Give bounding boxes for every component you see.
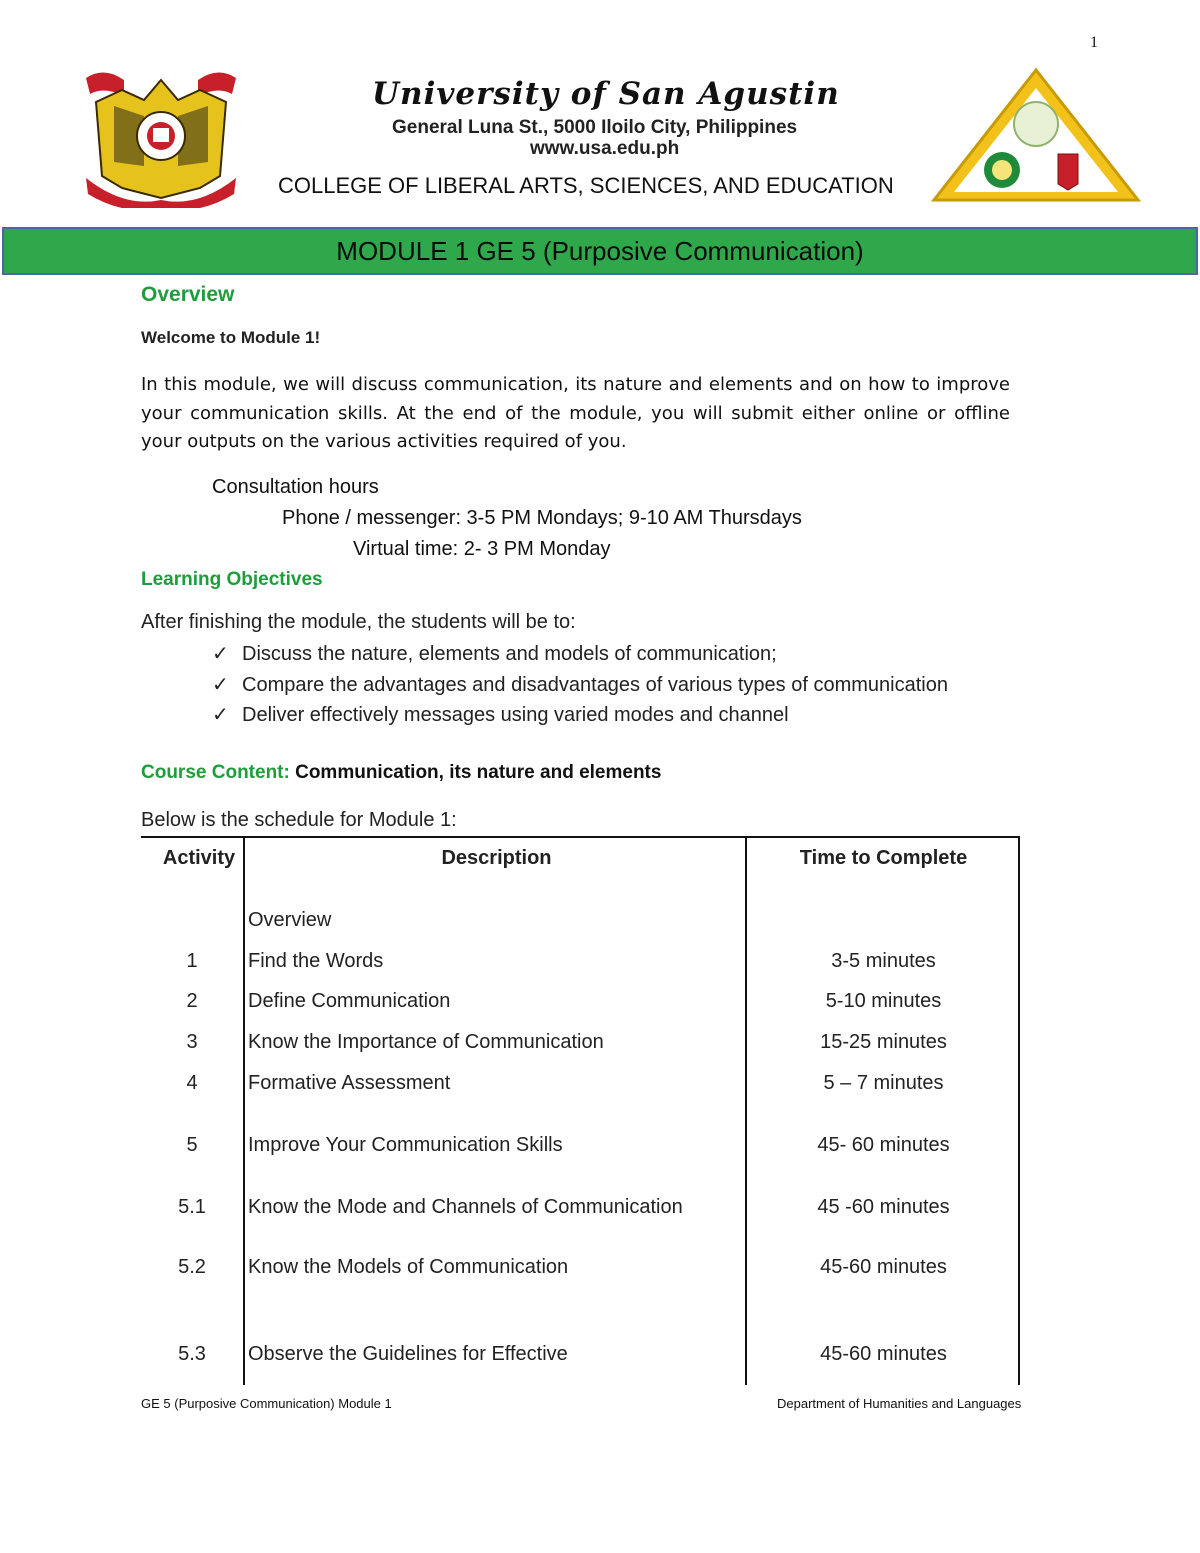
table-row-activity: 4: [186, 1072, 198, 1094]
table-row-activity: 5: [186, 1134, 198, 1156]
table-row-time: 45- 60 minutes: [817, 1134, 950, 1156]
module-title-banner: [2, 227, 1198, 275]
table-row-description: Know the Importance of Communication: [248, 1031, 604, 1053]
table-row-description: Define Communication: [248, 990, 451, 1012]
overview-heading: Overview: [141, 283, 235, 306]
consultation-virtual: Virtual time: 2- 3 PM Monday: [353, 538, 611, 560]
checkmark-icon: ✓: [212, 704, 229, 726]
course-content-value: Communication, its nature and elements: [295, 762, 662, 783]
college-name: COLLEGE OF LIBERAL ARTS, SCIENCES, AND EDUCATION: [278, 173, 894, 198]
university-seal-icon: [84, 66, 238, 208]
college-triangle-logo: [930, 66, 1142, 206]
header-activity: Activity: [162, 847, 236, 869]
table-row-activity: 1: [186, 950, 198, 972]
table-divider: [1018, 836, 1020, 1385]
university-name: University of San Agustin: [372, 76, 840, 112]
schedule-intro: Below is the schedule for Module 1:: [141, 809, 457, 831]
schedule-table: [141, 836, 1020, 1385]
course-content: [141, 762, 661, 784]
objective-item: ✓ Deliver effectively messages using varied modes and channel: [212, 704, 789, 726]
table-row-description: Observe the Guidelines for Effective: [248, 1343, 568, 1365]
table-row-description: Improve Your Communication Skills: [248, 1134, 563, 1156]
table-row-time: 45 -60 minutes: [817, 1196, 950, 1218]
table-row-activity: 5.2: [178, 1256, 206, 1278]
table-row-time: 5-10 minutes: [825, 990, 942, 1012]
learning-objectives-heading: Learning Objectives: [141, 569, 323, 590]
table-row-time: 15-25 minutes: [820, 1031, 947, 1053]
table-top-border: [141, 836, 1020, 838]
table-row-activity: 5.1: [178, 1196, 206, 1218]
university-website: www.usa.edu.ph: [530, 138, 680, 159]
objectives-lead: After finishing the module, the students will be to:: [141, 611, 576, 633]
table-row-time: 45-60 minutes: [820, 1256, 947, 1278]
table-row-description: Know the Models of Communication: [248, 1256, 569, 1278]
table-row-description: Formative Assessment: [248, 1072, 451, 1094]
module-title: MODULE 1 GE 5 (Purposive Communication): [336, 235, 864, 266]
header-description: Description: [441, 847, 552, 869]
footer-right: Department of Humanities and Languages: [777, 1396, 1022, 1411]
consultation-label: Consultation hours: [212, 476, 379, 498]
university-seal-logo: [84, 66, 238, 208]
table-row-time: 3-5 minutes: [831, 950, 936, 972]
checkmark-icon: ✓: [212, 643, 229, 665]
checkmark-icon: ✓: [212, 674, 229, 696]
table-row-activity: 5.3: [178, 1343, 206, 1365]
welcome-text: Welcome to Module 1!: [141, 328, 321, 347]
table-row-description: Find the Words: [248, 950, 384, 972]
table-row-time: 5 – 7 minutes: [823, 1072, 944, 1094]
table-row-activity: 2: [186, 990, 198, 1012]
university-address: General Luna St., 5000 Iloilo City, Philippines: [392, 117, 798, 138]
intro-paragraph: In this module, we will discuss communication, its nature and elements and on how to improve your communication skills. At the end of the module, you will submit either online or offline your outputs on the various activities required of you.: [141, 374, 1010, 452]
table-divider: [243, 836, 245, 1385]
header-time: Time to Complete: [799, 847, 968, 869]
page-number: 1: [1090, 34, 1098, 51]
table-row-time: 45-60 minutes: [820, 1343, 947, 1365]
table-divider: [745, 836, 747, 1385]
table-row-activity: 3: [186, 1031, 198, 1053]
table-row-description: Know the Mode and Channels of Communication: [248, 1196, 683, 1218]
objective-item: ✓ Discuss the nature, elements and models of communication;: [212, 643, 777, 665]
course-content-label: Course Content:: [141, 762, 290, 783]
table-row-description: Overview: [248, 909, 332, 931]
objective-item: ✓ Compare the advantages and disadvantages of various types of communication: [212, 674, 948, 696]
footer-left: GE 5 (Purposive Communication) Module 1: [141, 1396, 392, 1411]
consultation-phone: Phone / messenger: 3-5 PM Mondays; 9-10 AM Thursdays: [282, 507, 802, 529]
college-triangle-icon: [930, 66, 1142, 206]
